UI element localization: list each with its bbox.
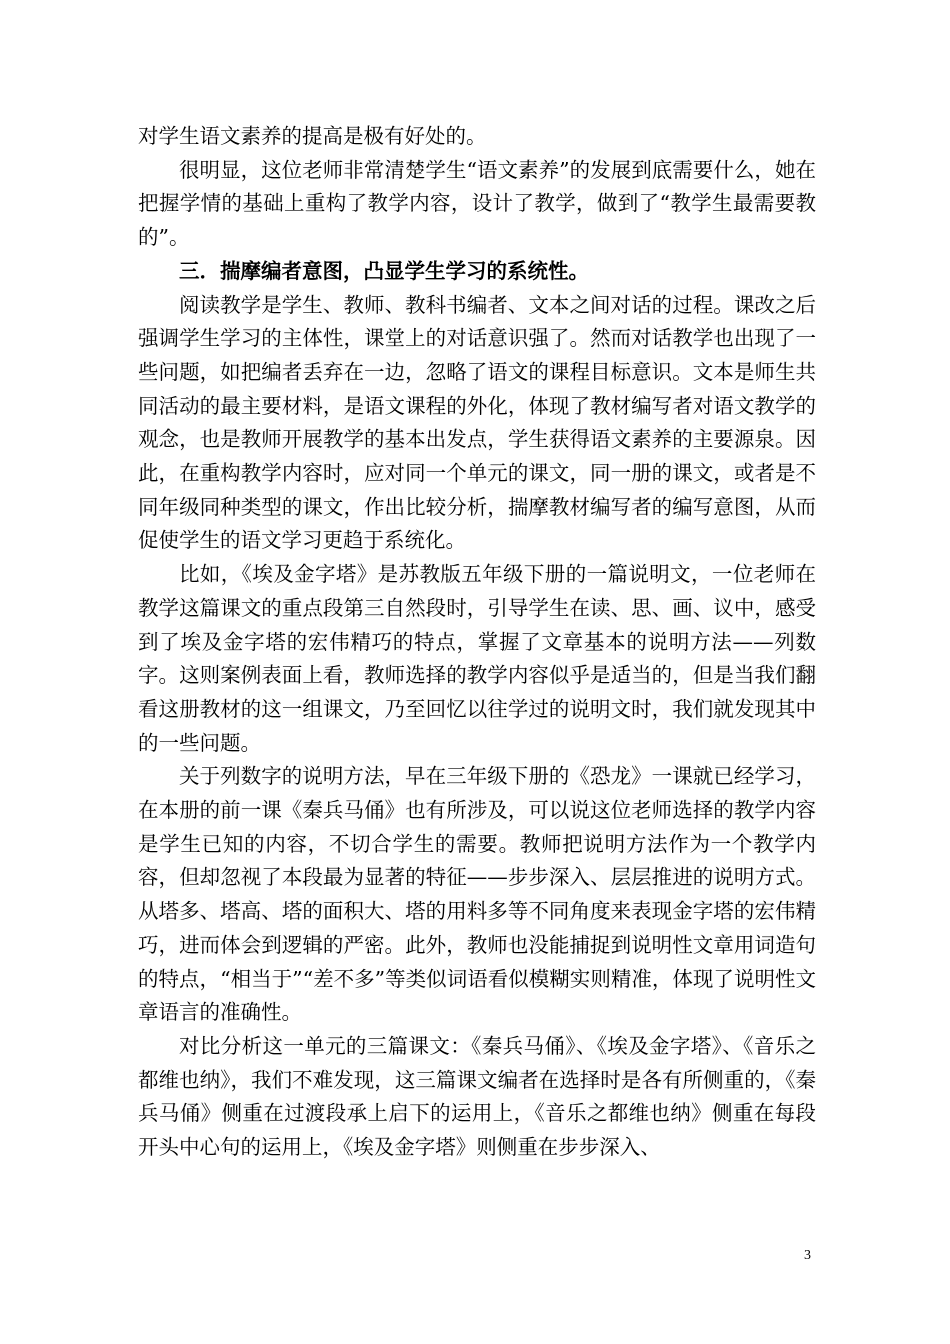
paragraph-unit-comparison: 对比分析这一单元的三篇课文：《秦兵马俑》、《埃及金字塔》、《音乐之都维也纳》，我们不难发现，这三篇课文编者在选择时是各有所侧重的，《秦兵马俑》侧重在过渡段承上启下的运用上，《音乐之都维也纳》侧重在每段开头中心句的运用上，《埃及金字塔》则侧重在步步深入、 (138, 1033, 816, 1160)
paragraph-reading-dialogue: 阅读教学是学生、教师、教科书编者、文本之间对话的过程。课改之后强调学生学习的主体性，课堂上的对话意识强了。然而对话教学也出现了一些问题，如把编者丢弃在一边，忽略了语文的课程目标意识。文本是师生共同活动的最主要材料，是语文课程的外化，体现了教材编写者对语文教学的观念，也是教师开展教学的基本出发点，学生获得语文素养的主要源泉。因此，在重构教学内容时，应对同一个单元的课文，同一册的课文，或者是不同年级同种类型的课文，作出比较分析，揣摩教材编写者的编写意图，从而促使学生的语文学习更趋于系统化。 (138, 292, 816, 553)
paragraph-number-method: 关于列数字的说明方法，早在三年级下册的《恐龙》一课就已经学习，在本册的前一课《秦兵马俑》也有所涉及，可以说这位老师选择的教学内容是学生已知的内容，不切合学生的需要。教师把说明方法作为一个教学内容，但却忽视了本段最为显著的特征——步步深入、层层推进的说明方式。从塔多、塔高、塔的面积大、塔的用料多等不同角度来表现金字塔的宏伟精巧，进而体会到逻辑的严密。此外，教师也没能捕捉到说明性文章用词造句的特点，“相当于”“差不多”等类似词语看似模糊实则精准，体现了说明性文章语言的准确性。 (138, 764, 816, 1025)
page-number: 3 (804, 1248, 811, 1263)
section-heading-three: 三．揣摩编者意图，凸显学生学习的系统性。 (179, 258, 589, 283)
paragraph-pyramid-example: 比如，《埃及金字塔》是苏教版五年级下册的一篇说明文，一位老师在教学这篇课文的重点段第三自然段时，引导学生在读、思、画、议中，感受到了埃及金字塔的宏伟精巧的特点，掌握了文章基本的说明方法——列数字。这则案例表面上看，教师选择的教学内容似乎是适当的，但是当我们翻看这册教材的这一组课文，乃至回忆以往学过的说明文时，我们就发现其中的一些问题。 (138, 562, 816, 755)
paragraph-teacher-clarity: 很明显，这位老师非常清楚学生“语文素养”的发展到底需要什么，她在把握学情的基础上重构了教学内容，设计了教学，做到了“教学生最需要教的”。 (138, 157, 816, 250)
document-body (138, 120, 816, 1165)
paragraph-continuation: 对学生语文素养的提高是极有好处的。 (138, 124, 487, 148)
